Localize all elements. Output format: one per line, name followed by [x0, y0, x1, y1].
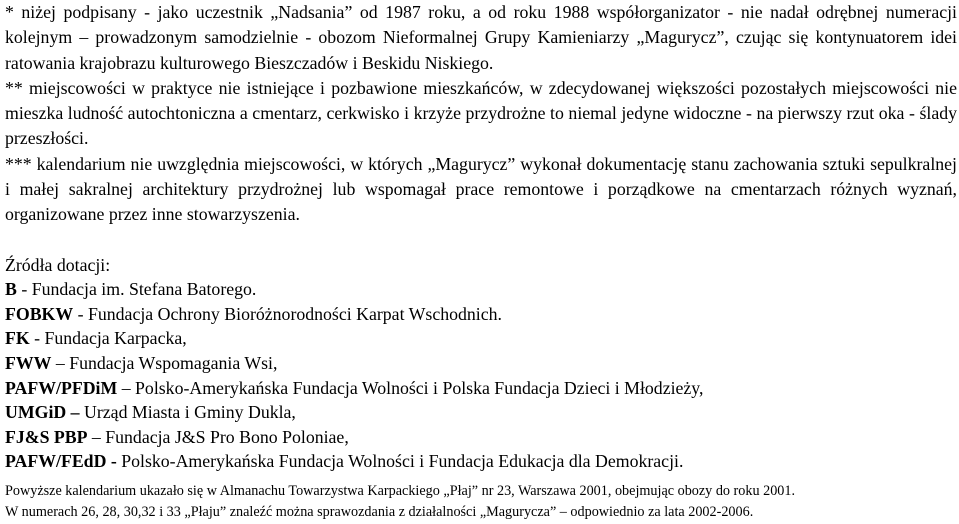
source-sep: -: [16, 279, 32, 300]
source-name: Polsko-Amerykańska Fundacja Wolności i Polska Fundacja Dzieci i Młodzieży,: [135, 377, 704, 398]
footnote-double-star: ** miejscowości w praktyce nie istniejące i pozbawione mieszkańców, w zdecydowanej większości pozostałych miejscowości nie mieszka ludność autochtoniczna a cmentarz, cerkwisko i krzyże przydrożne to niemal jedyne widoczne - na pierwszy rzut oka - ślady przeszłości.: [5, 77, 957, 149]
funding-sources: [5, 253, 957, 474]
funding-source-item: [5, 425, 957, 450]
footnote-triple-star: *** kalendarium nie uwzględnia miejscowości, w których „Magurycz” wykonał dokumentację stanu zachowania sztuki sepulkralnej i małej sakralnej architektury przydrożnej lub wspomagał prace remontowe i porządkowe na cmentarzach różnych wyznań, organizowane przez inne stowarzyszenia.: [5, 153, 957, 225]
source-sep: –: [51, 353, 70, 374]
source-name: Fundacja Wspomagania Wsi,: [69, 353, 278, 374]
funding-source-item: [5, 326, 957, 351]
funding-sources-title: Źródła dotacji:: [5, 254, 111, 275]
funding-source-item: [5, 302, 957, 327]
source-sep: –: [117, 377, 136, 398]
document-page: [5, 0, 957, 474]
footnote-single-star: * niżej podpisany - jako uczestnik „Nadsania” od 1987 roku, a od roku 1988 współorganizator - nie nadał odrębnej numeracji kolejnym – prowadzonym samodzielnie - obozom Nieformalnej Grupy Kamieniarzy „Magurycz”, czując się kontynuatorem idei ratowania krajobrazu kulturowego Bieszczadów i Beskidu Niskiego.: [5, 2, 957, 73]
publication-notes: [5, 481, 957, 523]
source-abbr: FK: [5, 328, 30, 349]
funding-source-item: [5, 400, 957, 425]
source-abbr: B: [5, 279, 17, 300]
source-abbr: PAFW/PFDiM: [5, 377, 118, 398]
source-sep: -: [73, 303, 88, 324]
publication-note: W numerach 26, 28, 30,32 i 33 „Płaju” znaleźć można sprawozdania z działalności „Magurycza” – odpowiednio za lata 2002-2006.: [5, 504, 754, 520]
funding-source-item: [5, 376, 957, 401]
funding-source-item: [5, 351, 957, 376]
source-name: Fundacja J&S Pro Bono Poloniae,: [105, 426, 349, 447]
source-abbr: FWW: [5, 353, 52, 374]
funding-source-item: [5, 277, 957, 302]
source-name: Fundacja Ochrony Bioróżnorodności Karpat Wschodnich.: [87, 303, 502, 324]
source-sep: -: [29, 328, 45, 349]
source-name: Fundacja Karpacka,: [44, 328, 187, 349]
source-sep: –: [87, 426, 106, 447]
publication-note: Powyższe kalendarium ukazało się w Almanachu Towarzystwa Karpackiego „Płaj” nr 23, Warszawa 2001, obejmując obozy do roku 2001.: [5, 483, 796, 499]
source-name: Urząd Miasta i Gminy Dukla,: [84, 402, 296, 423]
source-abbr: UMGiD –: [5, 402, 85, 423]
source-name: Polsko-Amerykańska Fundacja Wolności i Fundacja Edukacja dla Demokracji.: [121, 451, 684, 472]
source-abbr: FOBKW: [5, 303, 74, 324]
source-name: Fundacja im. Stefana Batorego.: [31, 279, 257, 300]
funding-source-item: [5, 449, 957, 474]
source-abbr: FJ&S PBP: [5, 426, 88, 447]
source-abbr: PAFW/FEdD -: [5, 451, 122, 472]
